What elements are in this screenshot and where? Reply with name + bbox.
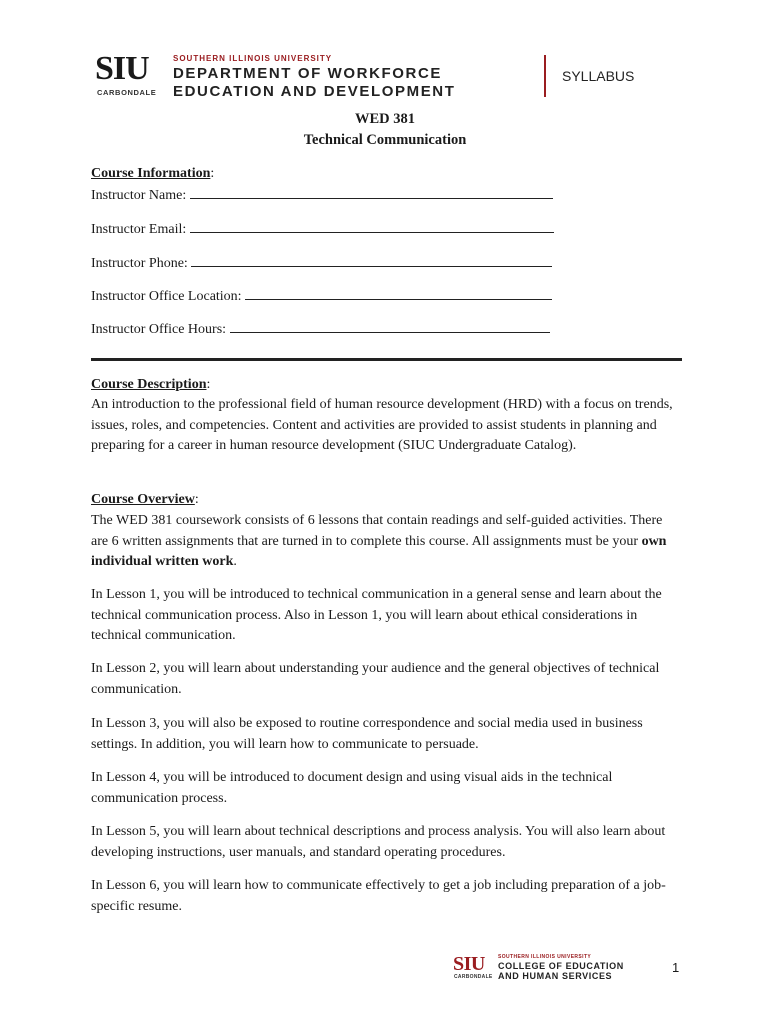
instructor-office-location-field: Instructor Office Location: <box>91 285 681 308</box>
lesson-4-paragraph: In Lesson 4, you will be introduced to document design and using visual aids in the technical communication process. <box>91 770 613 806</box>
course-code: WED 381 <box>354 111 416 127</box>
header-divider <box>544 55 546 97</box>
lesson-5-paragraph: In Lesson 5, you will learn about technical descriptions and process analysis. You will also learn about developing instructions, user manuals, and standard operating procedures. <box>91 824 666 860</box>
instructor-office-hours-blank <box>230 318 550 333</box>
lesson-1-paragraph: In Lesson 1, you will be introduced to technical communication in a general sense and learn about the technical communication process. Also in Lesson 1, you will learn about ethical considerations in technical communication. <box>91 587 662 643</box>
course-overview-heading: Course Overview: <box>91 492 199 507</box>
lesson-2-paragraph: In Lesson 2, you will learn about understanding your audience and the general objectives of technical communication. <box>91 661 660 697</box>
section-divider <box>91 358 682 361</box>
logo-university-name: SOUTHERN ILLINOIS UNIVERSITY <box>173 54 333 63</box>
instructor-email-blank <box>190 218 554 233</box>
footer-university-name: SOUTHERN ILLINOIS UNIVERSITY <box>498 954 592 960</box>
instructor-name-blank <box>190 184 553 199</box>
footer-college-line2: AND HUMAN SERVICES <box>498 971 613 981</box>
course-overview-text: The WED 381 coursework consists of 6 lessons that contain readings and self-guided activities. There are 6 written assignments that are turned in to complete this course. All assignments must be your own individual written work. <box>91 513 667 569</box>
instructor-phone-blank <box>191 252 552 267</box>
emphasis-text: own individual written work <box>91 533 667 569</box>
course-description-heading: Course Description: <box>91 377 211 392</box>
footer-carbondale: CARBONDALE <box>454 974 493 980</box>
lesson-3-paragraph: In Lesson 3, you will also be exposed to routine correspondence and social media used in business settings. In addition, you will learn how to communicate to persuade. <box>91 716 643 752</box>
instructor-email-field: Instructor Email: <box>91 218 681 241</box>
instructor-phone-field: Instructor Phone: <box>91 252 681 275</box>
page-number: 1 <box>672 960 680 975</box>
logo-carbondale: CARBONDALE <box>97 88 157 97</box>
course-info-heading: Course Information: <box>91 166 215 181</box>
footer-college-line1: COLLEGE OF EDUCATION <box>498 961 624 971</box>
instructor-name-field: Instructor Name: <box>91 184 681 207</box>
lesson-6-paragraph: In Lesson 6, you will learn how to communicate effectively to get a job including preparation of a job-specific resume. <box>91 878 666 914</box>
siu-logo-mark: SIU <box>95 50 149 87</box>
footer-siu-mark: SIU <box>453 953 485 975</box>
syllabus-label: SYLLABUS <box>562 68 635 84</box>
logo-department-line1: DEPARTMENT OF WORKFORCE <box>173 65 443 82</box>
instructor-office-location-blank <box>245 285 552 300</box>
course-name: Technical Communication <box>303 132 467 148</box>
course-description-text: An introduction to the professional field of human resource development (HRD) with a focus on trends, issues, roles, and competencies. Content and activities are provided to assist students in planning and preparing for a career in human resource development (SIUC Undergraduate Catalog). <box>91 397 673 453</box>
logo-department-line2: EDUCATION AND DEVELOPMENT <box>173 83 456 100</box>
instructor-office-hours-field: Instructor Office Hours: <box>91 318 681 341</box>
